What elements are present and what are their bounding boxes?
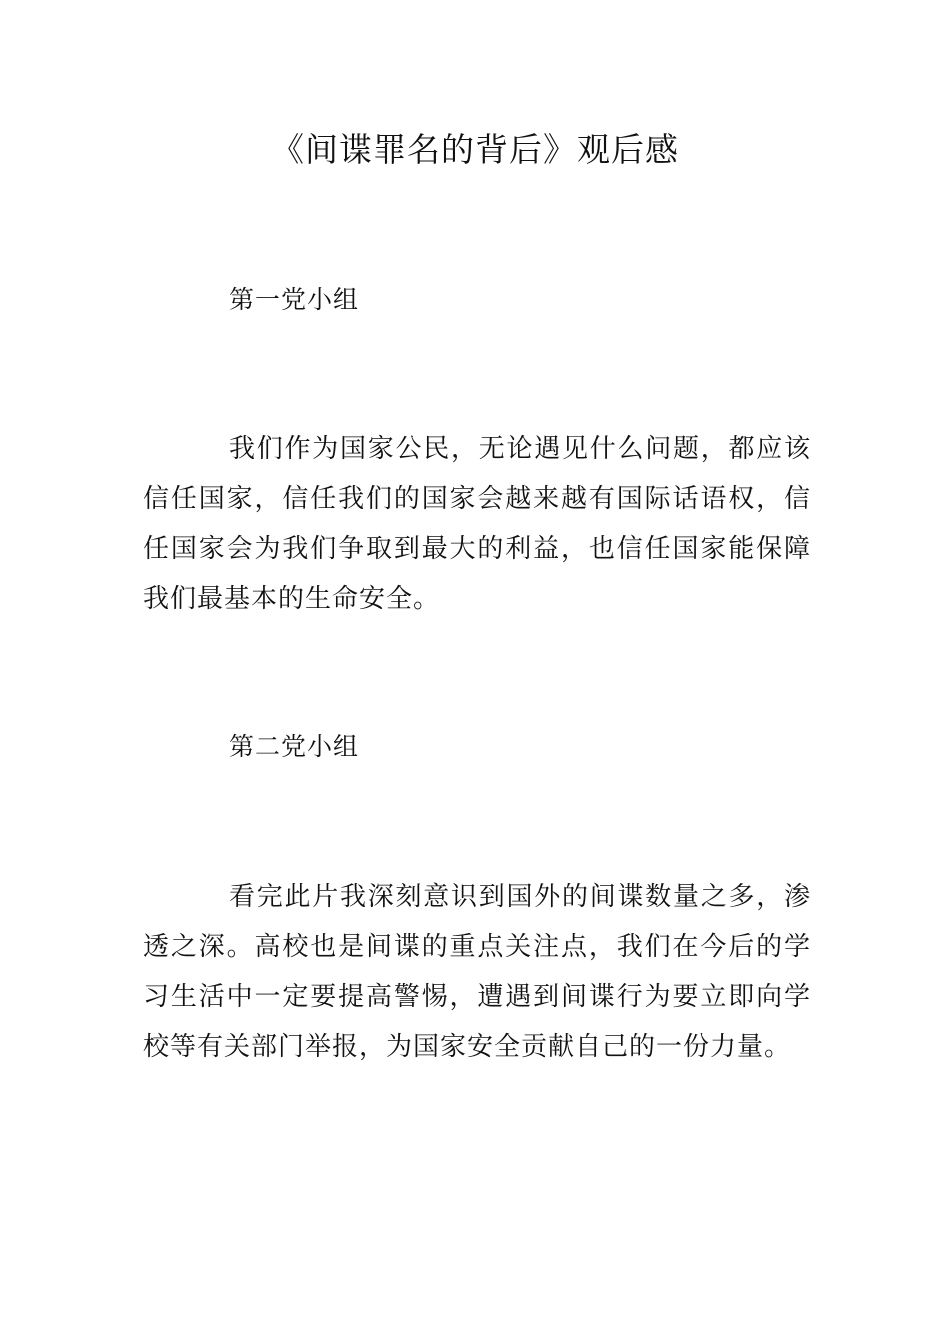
section-1-paragraph: 我们作为国家公民，无论遇见什么问题，都应该信任国家，信任我们的国家会越来越有国际话语权，信任国家会为我们争取到最大的利益，也信任国家能保障我们最基本的生命安全。 — [143, 434, 811, 614]
document-title: 《间谍罪名的背后》观后感 — [271, 130, 679, 169]
section-2-paragraph: 看完此片我深刻意识到国外的间谍数量之多，渗透之深。高校也是间谍的重点关注点，我们在今后的学习生活中一定要提高警惕，遭遇到间谍行为要立即向学校等有关部门举报，为国家安全贡献自己的一份力量。 — [143, 882, 811, 1062]
section-1-group-label: 第一党小组 — [229, 285, 360, 314]
section-2-group-label: 第二党小组 — [229, 732, 360, 761]
